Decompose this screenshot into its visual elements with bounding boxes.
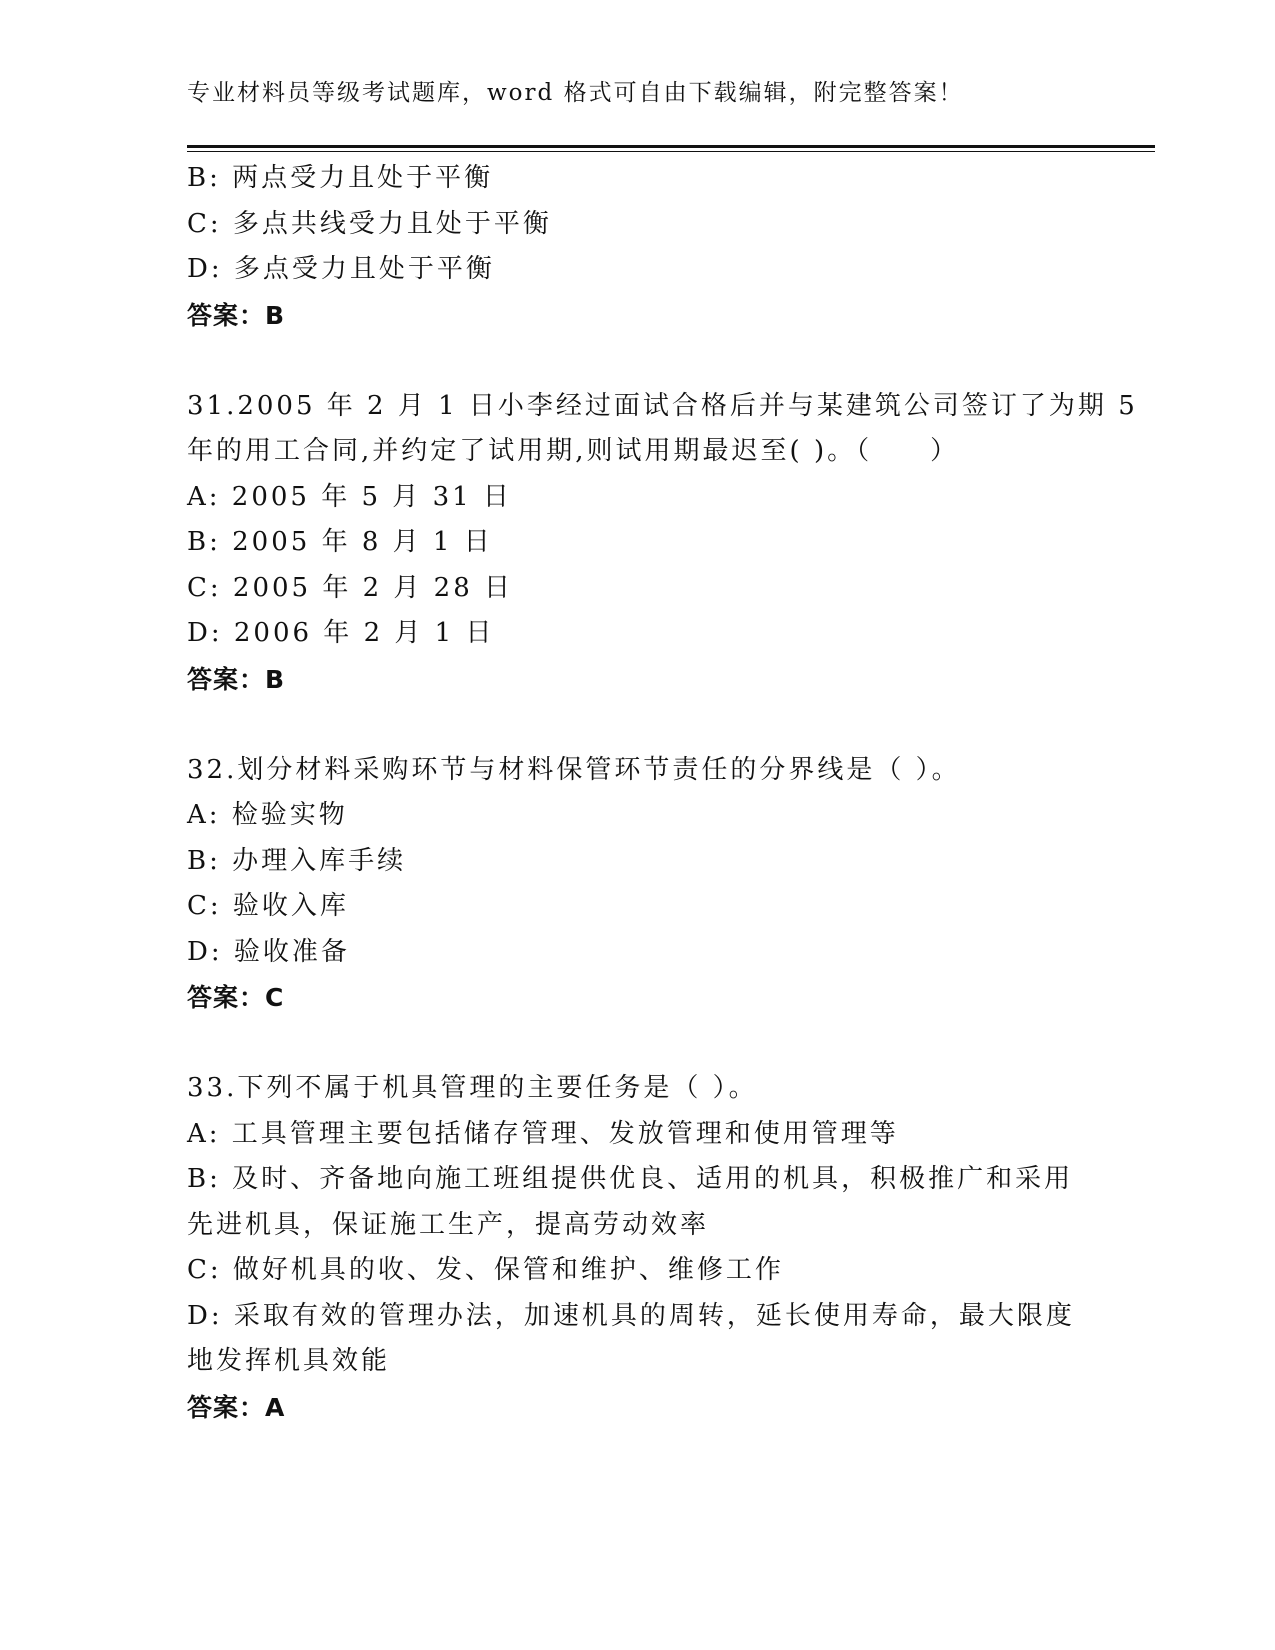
option-a: A: 工具管理主要包括储存管理、发放管理和使用管理等 [187, 1118, 899, 1149]
question-block-33 [187, 1066, 1087, 1430]
option-c: C: 多点共线受力且处于平衡 [187, 208, 552, 239]
option-d: D: 多点受力且处于平衡 [187, 254, 495, 284]
spacer [187, 338, 1087, 384]
option-d: D: 采取有效的管理办法，加速机具的周转，延长使用寿命，最大限度 [187, 1300, 1075, 1331]
header-divider-thin [187, 151, 1155, 152]
question-stem: 31.2005 年 2 月 1 日小李经过面试合格后并与某建筑公司签订了为期 5 [187, 390, 1138, 421]
option-d-continued: 地发挥机具效能 [187, 1346, 391, 1376]
question-stem: 年的用工合同,并约定了试用期,则试用期最迟至( )。（ ） [187, 436, 960, 466]
question-block-32 [187, 748, 1087, 1021]
option-a: A: 检验实物 [187, 800, 348, 830]
question-stem: 32.划分材料采购环节与材料保管环节责任的分界线是（ ）。 [187, 754, 961, 785]
option-c: C: 做好机具的收、发、保管和维护、维修工作 [187, 1255, 784, 1285]
question-block-31 [187, 384, 1138, 703]
option-b: B: 办理入库手续 [187, 845, 407, 876]
question-stem: 33.下列不属于机具管理的主要任务是（ ）。 [187, 1073, 758, 1103]
page-header: 专业材料员等级考试题库，word 格式可自由下载编辑，附完整答案！ [187, 80, 964, 106]
spacer [187, 1021, 1087, 1067]
header-divider-thick [187, 145, 1155, 148]
option-b: B: 两点受力且处于平衡 [187, 163, 494, 193]
option-b: B: 2005 年 8 月 1 日 [187, 527, 493, 557]
answer-label: 答案：A [187, 1392, 286, 1422]
option-a: A: 2005 年 5 月 31 日 [187, 481, 512, 512]
option-d: D: 验收准备 [187, 936, 350, 967]
question-list [187, 156, 1138, 1430]
option-b-continued: 先进机具，保证施工生产，提高劳动效率 [187, 1209, 710, 1240]
answer-label: 答案：B [187, 664, 286, 694]
option-c: C: 验收入库 [187, 891, 349, 921]
option-d: D: 2006 年 2 月 1 日 [187, 618, 495, 648]
option-b: B: 及时、齐备地向施工班组提供优良、适用的机具，积极推广和采用 [187, 1164, 1074, 1194]
option-c: C: 2005 年 2 月 28 日 [187, 572, 514, 603]
answer-label: 答案：C [187, 983, 285, 1012]
question-block-30-continued [187, 156, 1087, 338]
answer-label: 答案：B [187, 300, 286, 330]
spacer [187, 702, 1087, 748]
